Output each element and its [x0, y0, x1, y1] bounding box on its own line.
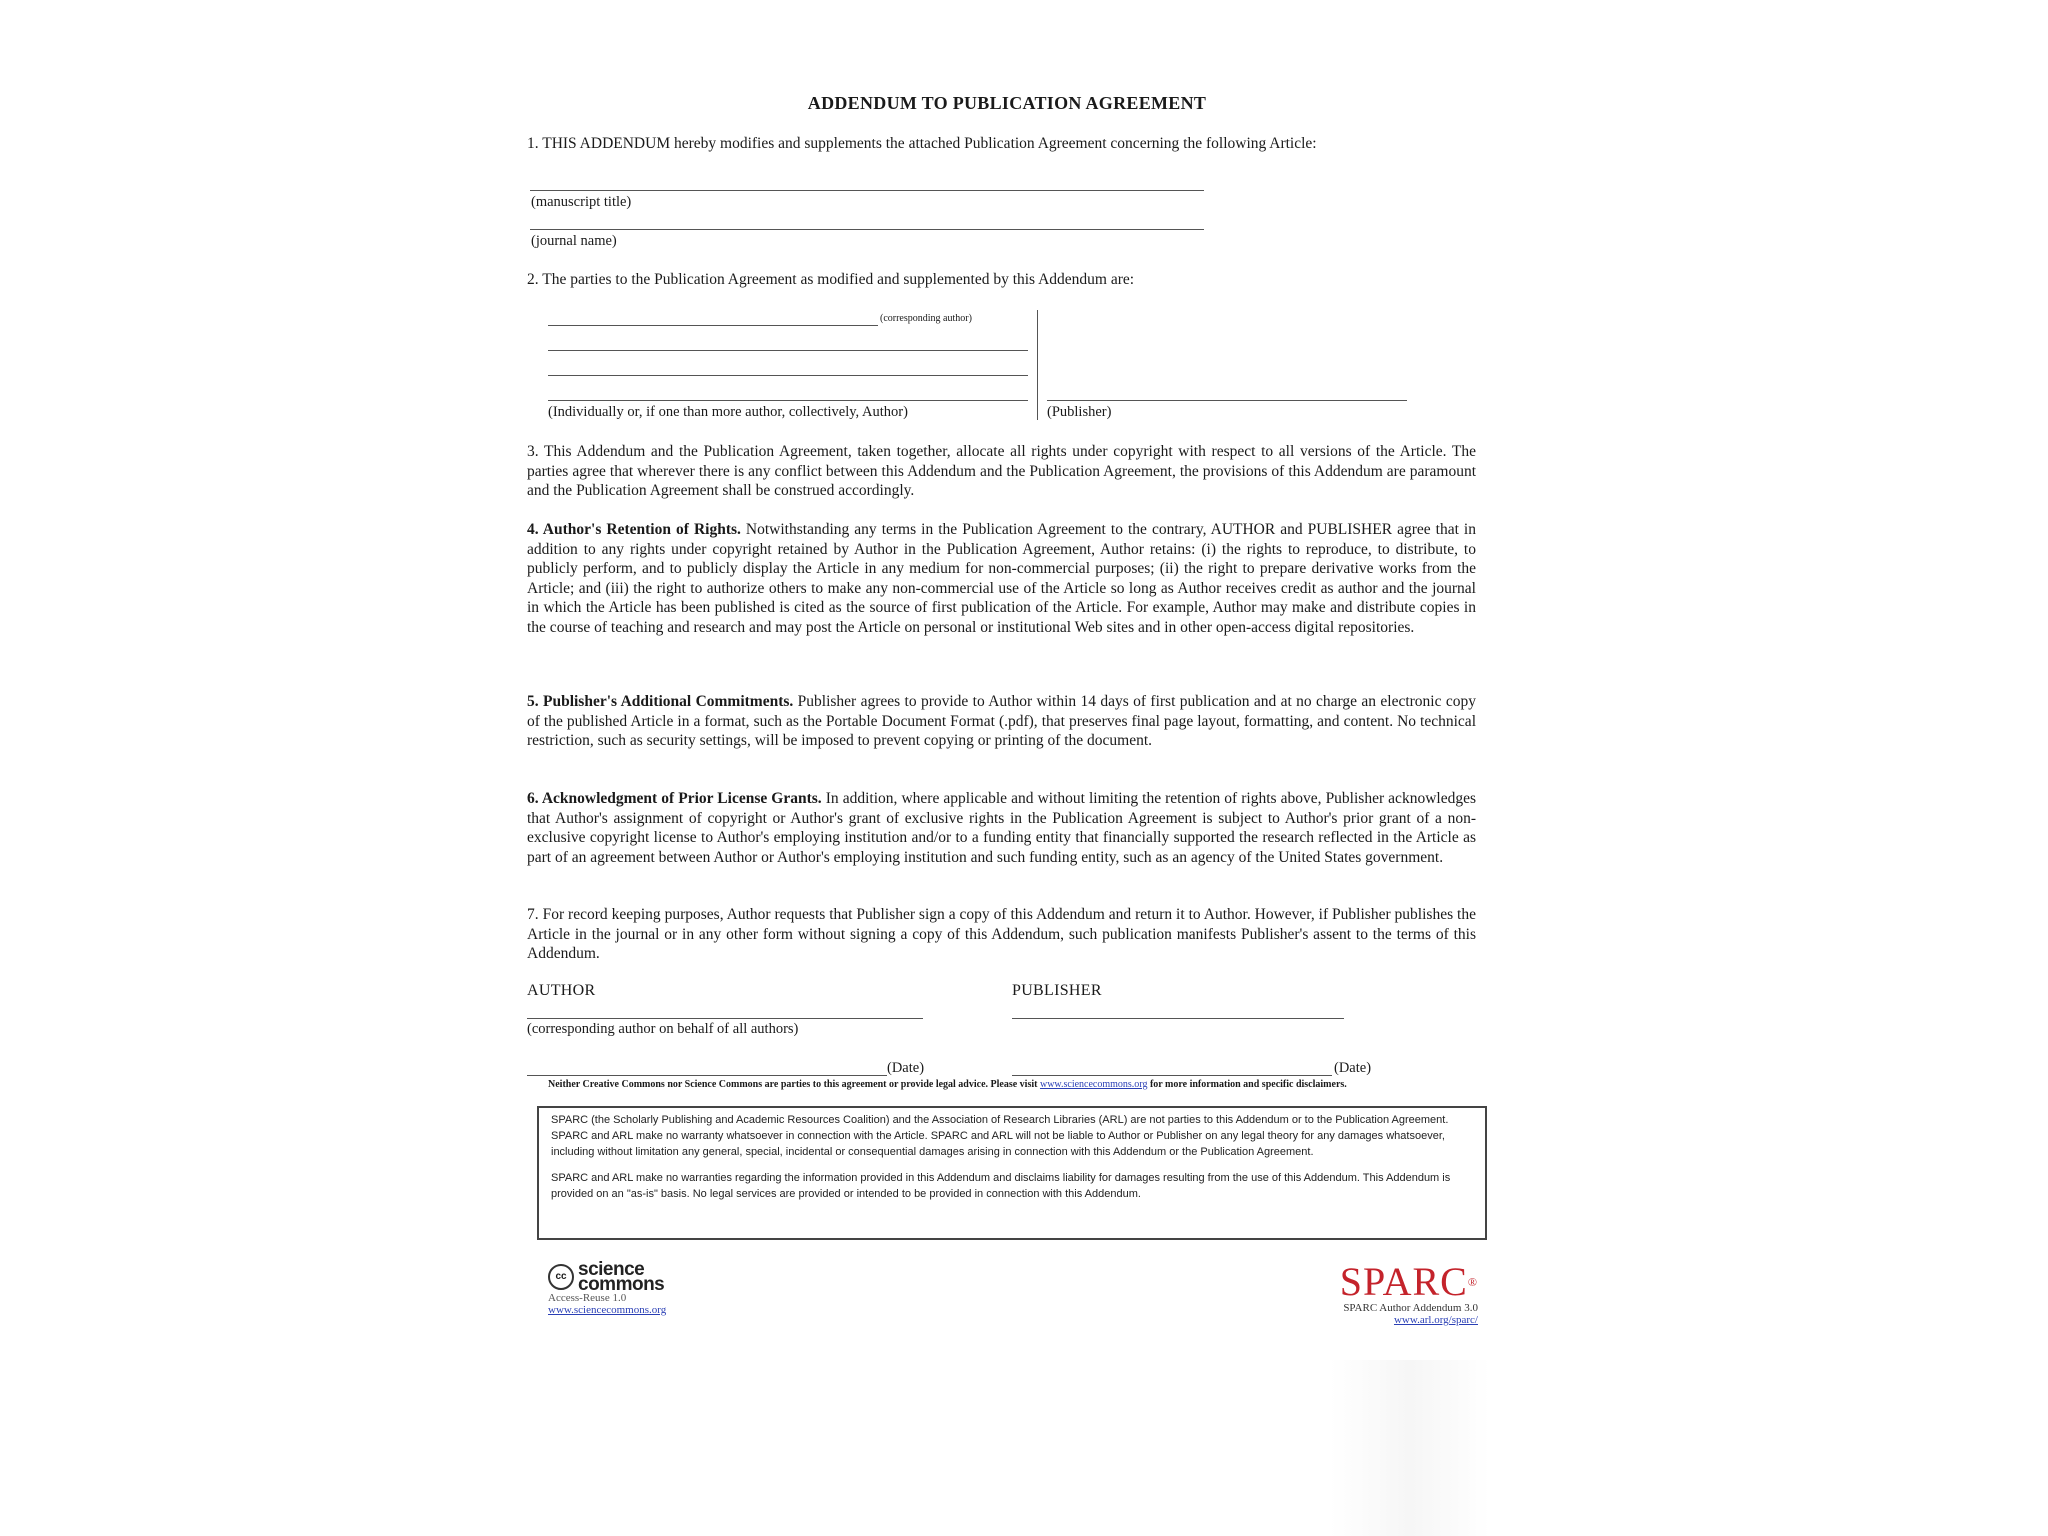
journal-name-line[interactable]: [530, 229, 1204, 230]
section-3-text: 3. This Addendum and the Publication Agreement, taken together, allocate all rights under copyright with respect to all versions of the Article. The parties agree that wherever there is any conflict between this Addendum and the Publication Agreement, the provisions of this Addendum are paramount and the Publication Agreement shall be construed accordingly.: [527, 443, 1476, 499]
disclaimer-text: Neither Creative Commons nor Science Commons are parties to this agreement or provide legal advice. Please visit: [548, 1079, 1038, 1090]
author-line-2[interactable]: [548, 350, 1028, 351]
author-line-3[interactable]: [548, 375, 1028, 376]
section-1-text: 1. THIS ADDENDUM hereby modifies and supplements the attached Publication Agreement concerning the following Article:: [527, 135, 1317, 152]
sparc-wordmark: SPARC: [1339, 1259, 1468, 1304]
journal-name-label: (journal name): [531, 233, 617, 249]
publisher-date-line[interactable]: [1012, 1075, 1332, 1076]
section-4: [527, 520, 1476, 637]
section-4-heading: 4. Author's Retention of Rights.: [527, 521, 741, 538]
publisher-party-label: (Publisher): [1047, 404, 1112, 420]
author-date-label: (Date): [887, 1060, 925, 1076]
section-5-text: Publisher agrees to provide to Author within 14 days of first publication and at no charge an electronic copy of the published Article in a format, such as the Portable Document Format (.pdf), that preserves final page layout, formatting, and content. No technical restriction, such as security settings, will be imposed to prevent copying or printing of the document.: [527, 693, 1476, 749]
science-commons-link[interactable]: www.sciencecommons.org: [1039, 1079, 1148, 1090]
sc-line2: commons: [578, 1274, 665, 1295]
scan-shadow: [1330, 1360, 1490, 1536]
section-5-heading: 5. Publisher's Additional Commitments.: [527, 693, 794, 710]
author-party-label: (Individually or, if one than more author, collectively, Author): [548, 404, 908, 420]
sparc-logo: [1260, 1259, 1478, 1304]
section-4-text: Notwithstanding any terms in the Publication Agreement to the contrary, AUTHOR and PUBLISHER agree that in addition to any rights under copyright retained by Author in the Publication Agreement, Author retains: (i) the rights to reproduce, to distribute, to publicly perform, and to publicly display the Article in any medium for non-commercial purposes; (ii) the right to prepare derivative works from the Article; and (iii) the right to authorize others to make any non-commercial use of the Article so long as Author receives credit as author and the journal in which the Article has been published is cited as the source of first publication of the Article. For example, Author may make and distribute copies in the course of teaching and research and may post the Article on personal or institutional Web sites and in other open-access digital repositories.: [527, 521, 1476, 636]
sparc-footer-link[interactable]: www.arl.org/sparc/: [1393, 1314, 1478, 1326]
publisher-signature-heading: PUBLISHER: [1012, 982, 1102, 999]
document-title: ADDENDUM TO PUBLICATION AGREEMENT: [807, 93, 1207, 113]
section-6: [527, 789, 1476, 867]
author-signature-sub: (corresponding author on behalf of all authors): [527, 1021, 799, 1037]
section-2-text: 2. The parties to the Publication Agreement as modified and supplemented by this Addendum are:: [527, 271, 1135, 288]
section-6-text: In addition, where applicable and without limiting the retention of rights above, Publisher acknowledges that Author's assignment of copyright or Author's grant of exclusive rights in the Publication Agreement is subject to Author's prior grant of a non-exclusive copyright license to Author's employing institution and/or to a funding entity that financially supported the research reflected in the Article as part of an agreement between Author or Author's employing institution and such funding entity, such as an agency of the United States government.: [527, 790, 1476, 866]
section-6-heading: 6. Acknowledgment of Prior License Grants.: [527, 790, 822, 807]
corresponding-author-label: (corresponding author): [880, 313, 972, 324]
author-date-line[interactable]: [527, 1075, 887, 1076]
publisher-line[interactable]: [1047, 400, 1407, 401]
science-commons-version: Access-Reuse 1.0: [548, 1292, 627, 1304]
manuscript-title-line[interactable]: [530, 190, 1204, 191]
author-signature-line[interactable]: [527, 1018, 923, 1019]
author-signature-heading: AUTHOR: [527, 982, 596, 999]
corresponding-author-line[interactable]: [548, 325, 878, 326]
science-commons-disclaimer: [548, 1079, 1478, 1091]
disclaimer-tail: for more information and specific disclaimers.: [1149, 1079, 1347, 1090]
sparc-disclaimer-p1: SPARC (the Scholarly Publishing and Academic Resources Coalition) and the Association of Research Libraries (ARL) are not parties to this Addendum or to the Publication Agreement. SPARC and ARL make no warranty whatsoever in connection with the Article. SPARC and ARL will not be liable to Author or Publisher on any legal theory for any damages whatsoever, including without limitation any general, special, incidental or consequential damages arising in connection with this Addendum or the Publication Agreement.: [551, 1114, 1449, 1158]
science-commons-logo: [548, 1259, 666, 1295]
sparc-addendum-version: SPARC Author Addendum 3.0: [1343, 1302, 1478, 1314]
section-7-text: 7. For record keeping purposes, Author requests that Publisher sign a copy of this Addendum and return it to Author. However, if Publisher publishes the Article in the journal or in any other form without signing a copy of this Addendum, such publication manifests Publisher's assent to the terms of this Addendum.: [527, 906, 1476, 962]
sparc-registered-mark: ®: [1467, 1275, 1478, 1289]
sparc-logo-block: [1260, 1259, 1478, 1326]
sc-line1: science: [578, 1259, 645, 1280]
manuscript-title-label: (manuscript title): [531, 194, 632, 210]
author-line-4[interactable]: [548, 400, 1028, 401]
sparc-disclaimer-box: [537, 1106, 1487, 1240]
sparc-disclaimer-p2: SPARC and ARL make no warranties regarding the information provided in this Addendum and disclaims liability for damages resulting from the use of this Addendum. This Addendum is provided on an "as-is" basis. No legal services are provided or intended to be provided in connection with this Addendum.: [551, 1172, 1451, 1200]
publisher-signature-line[interactable]: [1012, 1018, 1344, 1019]
publisher-date-label: (Date): [1334, 1060, 1372, 1076]
cc-circle-icon: cc: [548, 1264, 574, 1290]
science-commons-footer-link[interactable]: www.sciencecommons.org: [548, 1304, 667, 1316]
parties-divider: [1037, 310, 1038, 420]
science-commons-wordmark: [578, 1259, 665, 1295]
section-5: [527, 692, 1476, 751]
science-commons-logo-block: [548, 1259, 667, 1316]
